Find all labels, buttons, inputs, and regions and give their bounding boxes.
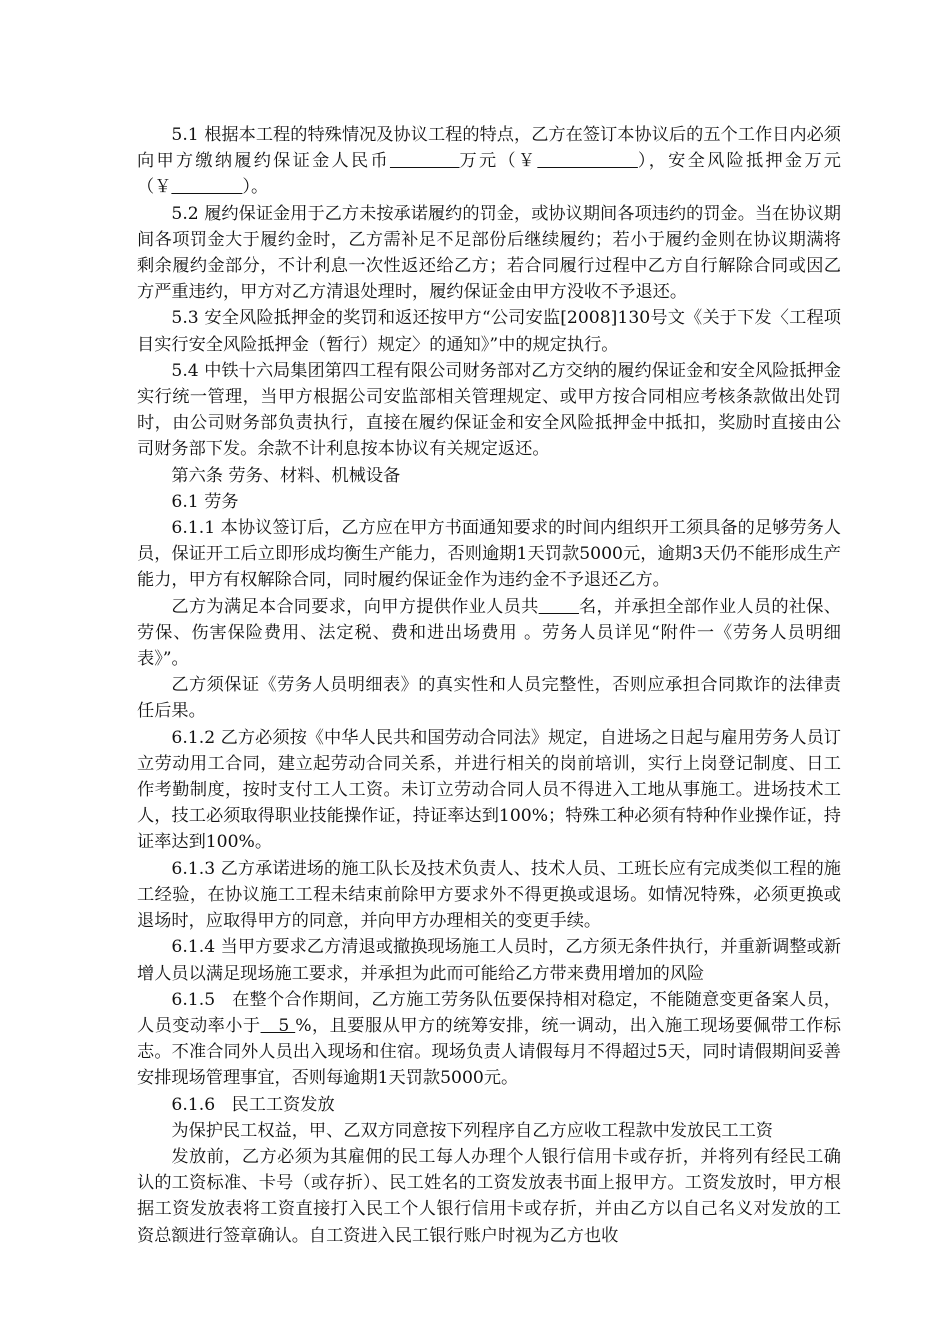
clause-5-4 — [137, 358, 841, 463]
text-run: 乙方须保证《劳务人员明细表》的真实性和人员完整性，否则应承担合同欺诈的法律责任后果。 — [137, 675, 841, 722]
document-page — [137, 122, 841, 1249]
text-run: 乙方为满足本合同要求，向甲方提供作业人员共 — [171, 596, 539, 617]
wage-procedure-body — [137, 1144, 841, 1249]
wage-procedure-intro — [137, 1118, 841, 1144]
turnover-rate-blank: 5 — [260, 1015, 296, 1036]
workers-count-paragraph — [137, 594, 841, 673]
text-run: 6.1.2 乙方必须按《中华人民共和国劳动合同法》规定，自进场之日起与雇用劳务人员订立劳动用工合同，建立起劳动合同关系，并进行相关的岗前培训，实行上岗登记制度、日工作考勤制度，按时支付工人工资。未订立劳动合同人员不得进入工地从事施工。进场技术工人，技工必须取得职业技能操作证，持证率达到100%；特殊工种必须有特种作业操作证，持证率达到100%。 — [137, 727, 841, 853]
text-run: %，且要服从甲方的统筹安排，统一调动，出入施工现场要佩带工作标志。不准合同外人员出入现场和住宿。现场负责人请假每月不得超过5天，同时请假期间妥善安排现场管理事宜，否则每逾期1天罚款5000元。 — [137, 1015, 841, 1089]
clause-6-1-6-heading — [137, 1092, 841, 1118]
text-run: 6.1.5 在整个合作期间，乙方施工劳务队伍要保持相对稳定，不能随意变更备案人员，人员变动率小于 — [137, 989, 841, 1036]
text-run: 5.4 中铁十六局集团第四工程有限公司财务部对乙方交纳的履约保证金和安全风险抵押金实行统一管理，当甲方根据公司安监部相关管理规定、或甲方按合同相应考核条款做出处罚时，由公司财务部负责执行，直接在履约保证金和安全风险抵押金中抵扣，奖励时直接由公司财务部下发。余款不计利息按本协议有关规定返还。 — [137, 360, 841, 460]
deposit-yuan-blank — [537, 151, 638, 171]
text-run: 5.3 安全风险抵押金的奖罚和返还按甲方“公司安监[2008]130号文《关于下发〈工程项目实行安全风险抵押金（暂行）规定〉的通知》”中的规定执行。 — [137, 308, 841, 355]
text-run: 6.1.4 当甲方要求乙方清退或撤换现场施工人员时，乙方须无条件执行，并重新调整或新增人员以满足现场施工要求，并承担为此而可能给乙方带来费用增加的风险 — [137, 937, 841, 984]
text-run: 发放前，乙方必须为其雇佣的民工每人办理个人银行信用卡或存折，并将列有经民工确认的工资标准、卡号（或存折）、民工姓名的工资发放表书面上报甲方。工资发放时，甲方根据工资发放表将工资直接打入民工个人银行信用卡或存折，并由乙方以自己名义对发放的工资总额进行签章确认。自工资进入民工银行账户时视为乙方也收 — [137, 1146, 841, 1246]
clause-6-1-4 — [137, 934, 841, 986]
clause-6-1-heading — [137, 489, 841, 515]
clause-5-2 — [137, 201, 841, 306]
text-run: 第六条 劳务、材料、机械设备 — [171, 465, 401, 486]
article-6-heading — [137, 463, 841, 489]
text-run: 6.1 劳务 — [171, 491, 239, 512]
clause-6-1-5 — [137, 987, 841, 1092]
text-run: 6.1.1 本协议签订后，乙方应在甲方书面通知要求的时间内组织开工须具备的足够劳务人员，保证开工后立即形成均衡生产能力，否则逾期1天罚款5000元，逾期3天仍不能形成生产能力，甲方有权解除合同，同时履约保证金作为违约金不予退还乙方。 — [137, 518, 841, 591]
clause-6-1-3 — [137, 856, 841, 935]
text-run: 名，并承担全部作业人员的社保、劳保、伤害保险费用、法定税、费和进出场费用 。劳务人员详见“附件一《劳务人员明细表》”。 — [137, 596, 841, 670]
deposit-amount-blank — [390, 151, 460, 171]
text-run: 5.2 履约保证金用于乙方未按承诺履约的罚金，或协议期间各项违约的罚金。当在协议期间各项罚金大于履约金时，乙方需补足不足部份后继续履约；若小于履约金则在协议期满将剩余履约金部分，不计利息一次性返还给乙方；若合同履行过程中乙方自行解除合同或因乙方严重违约，甲方对乙方清退处理时，履约保证金由甲方没收不予退还。 — [137, 203, 841, 303]
clause-5-1 — [137, 122, 841, 201]
text-run: 万元（￥ — [459, 151, 538, 172]
text-run: 为保护民工权益，甲、乙双方同意按下列程序自乙方应收工程款中发放民工工资 — [171, 1120, 773, 1141]
risk-deposit-yuan-blank — [171, 177, 242, 197]
clause-6-1-2 — [137, 725, 841, 856]
roster-authenticity-paragraph — [137, 672, 841, 724]
workers-count-blank — [539, 597, 579, 617]
clause-6-1-1 — [137, 515, 841, 594]
clause-5-3 — [137, 305, 841, 357]
text-run: 6.1.3 乙方承诺进场的施工队长及技术负责人、技术人员、工班长应有完成类似工程的施工经验，在协议施工工程未结束前除甲方要求外不得更换或退场。如情况特殊，必须更换或退场时，应取得甲方的同意，并向甲方办理相关的变更手续。 — [137, 858, 841, 932]
text-run: ）。 — [242, 177, 269, 198]
text-run: 6.1.6 民工工资发放 — [171, 1094, 335, 1115]
text-run: ），安全风险抵押金万元（￥ — [137, 151, 841, 198]
text-run: 5.1 根据本工程的特殊情况及协议工程的特点，乙方在签订本协议后的五个工作日内必须向甲方缴纳履约保证金人民币 — [137, 125, 841, 172]
